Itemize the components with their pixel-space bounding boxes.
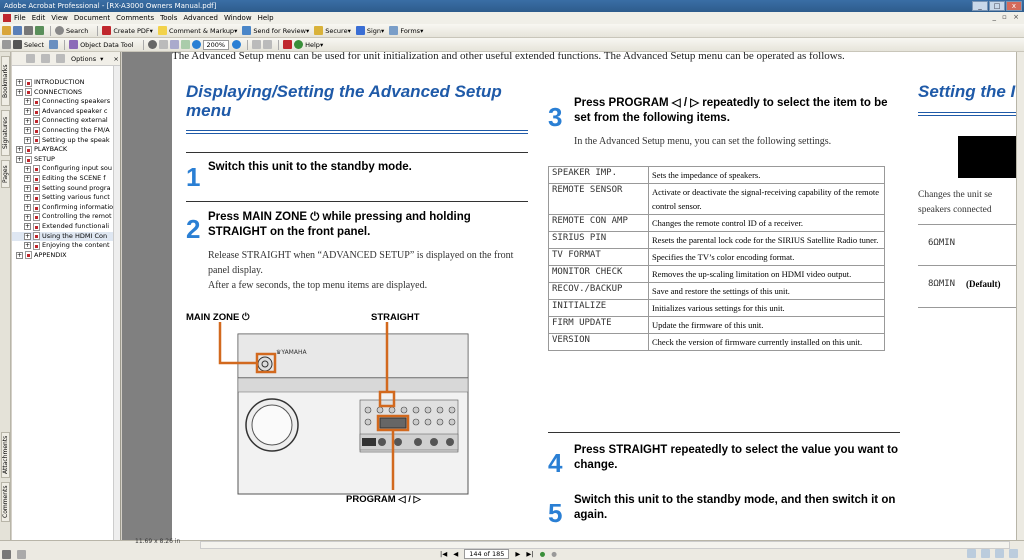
object-data-tool-button[interactable]: Object Data Tool bbox=[69, 40, 133, 49]
bookmark-label: Configuring input sou bbox=[42, 164, 113, 173]
right-row-1-key: 6ΩMIN bbox=[928, 238, 956, 248]
send-review-button[interactable]: Send for Review ▾ bbox=[242, 26, 309, 35]
bookmark-icon bbox=[33, 204, 40, 212]
toolbar-main bbox=[0, 24, 1024, 38]
bookmark-label: Controlling the remot bbox=[42, 212, 112, 221]
bookmark-item[interactable] bbox=[12, 241, 120, 251]
secure-button[interactable]: Secure ▾ bbox=[314, 26, 351, 35]
bookmark-label: Enjoying the content bbox=[42, 241, 110, 250]
bookmark-icon bbox=[25, 88, 32, 96]
next-view-icon[interactable]: ● bbox=[551, 550, 557, 558]
bookmark-item[interactable] bbox=[12, 136, 120, 146]
brand-logo: ♛YAMAHA bbox=[276, 349, 307, 356]
bookmark-icon bbox=[25, 146, 32, 154]
bookmark-label: Setting up the speak bbox=[42, 135, 110, 144]
bookmark-item[interactable] bbox=[12, 251, 120, 261]
bookmark-label: PLAYBACK bbox=[34, 145, 68, 154]
right-title-rule bbox=[918, 112, 1016, 116]
setting-key: SPEAKER IMP. bbox=[549, 167, 649, 184]
setting-key: REMOTE SENSOR bbox=[549, 184, 649, 215]
hand-status-icon[interactable] bbox=[2, 550, 11, 559]
document-view[interactable] bbox=[122, 52, 1016, 540]
expand-icon[interactable]: + bbox=[25, 232, 31, 240]
chevron-down-icon: ▾ bbox=[100, 54, 104, 63]
open-icon[interactable] bbox=[2, 26, 11, 35]
divider bbox=[186, 201, 528, 202]
bookmark-item[interactable] bbox=[12, 155, 120, 165]
bookmark-label: Setting sound progra bbox=[42, 183, 111, 192]
bookmark-item[interactable] bbox=[12, 164, 120, 174]
bookmark-item[interactable] bbox=[12, 193, 120, 203]
setting-key: VERSION bbox=[549, 334, 649, 351]
save-icon[interactable] bbox=[13, 26, 22, 35]
step-2-heading: Press MAIN ZONE ⏻ while pressing and holding STRAIGHT on the front panel. bbox=[208, 211, 471, 238]
step-4-heading: Press STRAIGHT repeatedly to select the value you want to change. bbox=[574, 444, 899, 471]
continuous-icon[interactable] bbox=[981, 549, 990, 558]
bookmark-icon bbox=[25, 251, 32, 259]
help-button[interactable]: Help ▾ bbox=[294, 40, 323, 49]
bookmark-label: CONNECTIONS bbox=[34, 87, 83, 96]
bookmark-tree bbox=[12, 66, 120, 260]
setting-description: Save and restore the settings of this unit. bbox=[649, 283, 885, 300]
bookmark-label: Advanced speaker c bbox=[42, 106, 108, 115]
menu-tools[interactable]: Tools bbox=[160, 14, 178, 22]
step-3-body: In the Advanced Setup menu, you can set the following settings. bbox=[574, 136, 832, 147]
bookmark-icon bbox=[33, 184, 40, 192]
setting-key: REMOTE CON AMP bbox=[549, 215, 649, 232]
bookmark-item[interactable] bbox=[12, 116, 120, 126]
bookmark-label: Confirming informatio bbox=[42, 202, 114, 211]
hand-tool-icon[interactable] bbox=[2, 40, 11, 49]
window-titlebar bbox=[0, 0, 1024, 12]
bookmark-icon bbox=[33, 136, 40, 144]
create-pdf-button[interactable]: Create PDF ▾ bbox=[102, 26, 153, 35]
bookmark-icon bbox=[25, 79, 32, 87]
options-menu[interactable]: Options bbox=[71, 54, 97, 63]
right-row-1 bbox=[918, 224, 1016, 266]
bookmark-label: Connecting speakers bbox=[42, 97, 111, 106]
bookmark-label: INTRODUCTION bbox=[34, 78, 85, 86]
bookmark-item[interactable] bbox=[12, 88, 120, 98]
display-image bbox=[958, 136, 1016, 178]
settings-row bbox=[549, 167, 885, 184]
close-panel-icon[interactable]: × bbox=[113, 54, 119, 63]
comment-markup-button[interactable]: Comment & Markup ▾ bbox=[158, 26, 237, 35]
close-button[interactable]: x bbox=[1006, 1, 1022, 11]
setting-description: Removes the up-scaling limitation on HDMI video output. bbox=[649, 266, 885, 283]
menu-comments[interactable]: Comments bbox=[116, 14, 155, 22]
bookmark-label: Setting various funct bbox=[42, 193, 110, 202]
expand-icon[interactable]: + bbox=[17, 251, 23, 259]
object-data-icon bbox=[69, 40, 78, 49]
document-horizontal-scrollbar[interactable] bbox=[200, 541, 1010, 549]
page-status-icon[interactable] bbox=[17, 550, 26, 559]
bookmark-label: Connecting external bbox=[42, 116, 108, 125]
setting-description: Changes the remote control ID of a receiver. bbox=[649, 215, 885, 232]
previous-view-icon[interactable]: ● bbox=[539, 550, 546, 558]
title-rule bbox=[186, 130, 528, 134]
next-page-icon[interactable]: ▶ bbox=[515, 550, 521, 558]
expand-icon[interactable]: + bbox=[25, 165, 31, 173]
setting-key: RECOV./BACKUP bbox=[549, 283, 649, 300]
navigation-tabs bbox=[0, 52, 11, 540]
new-bookmark-icon[interactable] bbox=[26, 54, 35, 63]
straight-label: STRAIGHT bbox=[371, 312, 420, 323]
expand-icon[interactable]: + bbox=[25, 108, 31, 116]
settings-row bbox=[549, 232, 885, 249]
bookmark-icon bbox=[33, 242, 40, 250]
expand-bookmark-icon[interactable] bbox=[41, 54, 50, 63]
menu-edit[interactable]: Edit bbox=[31, 14, 46, 22]
help-icon bbox=[294, 40, 303, 49]
document-window-controls[interactable]: _ ▫ × bbox=[992, 13, 1021, 21]
right-section-title: Setting the I bbox=[918, 82, 1016, 101]
fit-page-icon[interactable] bbox=[170, 40, 179, 49]
step-2-body-2: After a few seconds, the top menu items are displayed. bbox=[208, 280, 428, 291]
right-row-2-key: 8ΩMIN bbox=[928, 279, 956, 289]
bookmarks-toolbar bbox=[12, 52, 120, 66]
document-vertical-scrollbar[interactable] bbox=[1016, 52, 1024, 540]
divider bbox=[186, 152, 528, 153]
expand-icon[interactable]: + bbox=[25, 223, 31, 231]
bookmark-icon bbox=[33, 98, 40, 106]
expand-icon[interactable]: + bbox=[25, 204, 31, 212]
zoom-in-icon[interactable] bbox=[232, 40, 241, 49]
zoom-out-icon[interactable] bbox=[192, 40, 201, 49]
menu-window[interactable]: Window bbox=[223, 14, 252, 22]
acrobat-icon bbox=[3, 14, 11, 22]
right-row-2-desc: (Default) bbox=[966, 279, 1001, 289]
main-zone-label: MAIN ZONE ⏻ bbox=[186, 312, 250, 323]
expand-icon[interactable]: + bbox=[25, 136, 31, 144]
lock-icon bbox=[314, 26, 323, 35]
section-title: Displaying/Setting the Advanced Setup menu bbox=[186, 82, 502, 120]
right-body: Changes the unit se speakers connected bbox=[918, 190, 993, 215]
send-review-icon bbox=[242, 26, 251, 35]
bookmark-icon bbox=[33, 117, 40, 125]
setting-description: Activate or deactivate the signal-receiving capability of the remote control sensor. bbox=[649, 184, 885, 215]
setting-description: Initializes various settings for this unit. bbox=[649, 300, 885, 317]
bookmark-label: SETUP bbox=[34, 154, 55, 163]
yahoo-icon[interactable] bbox=[283, 40, 292, 49]
fit-width-icon[interactable] bbox=[181, 40, 190, 49]
setting-description: Resets the parental lock code for the SIRIUS Satellite Radio tuner. bbox=[649, 232, 885, 249]
settings-row bbox=[549, 215, 885, 232]
settings-row bbox=[549, 184, 885, 215]
receiver-front-panel-figure bbox=[212, 322, 472, 507]
bookmark-item[interactable] bbox=[12, 232, 120, 242]
tab-attachments[interactable]: Attachments bbox=[1, 432, 10, 478]
email-icon[interactable] bbox=[35, 26, 44, 35]
bookmarks-scrollbar[interactable] bbox=[113, 66, 120, 540]
zoom-level-field[interactable]: 200% bbox=[203, 40, 230, 50]
settings-table bbox=[548, 166, 885, 351]
tab-bookmarks[interactable]: Bookmarks bbox=[1, 56, 10, 106]
step-2-body-1: Release STRAIGHT when “ADVANCED SETUP” is displayed on the front panel display. bbox=[208, 250, 514, 276]
tab-comments[interactable]: Comments bbox=[1, 482, 10, 522]
options-icon bbox=[56, 54, 65, 63]
expand-icon[interactable]: + bbox=[25, 98, 31, 106]
minimize-button[interactable]: _ bbox=[972, 1, 988, 11]
pen-icon bbox=[356, 26, 365, 35]
page-layout-icon[interactable] bbox=[263, 40, 272, 49]
pdf-page bbox=[172, 52, 1016, 540]
expand-icon[interactable]: + bbox=[25, 117, 31, 125]
expand-icon[interactable]: + bbox=[17, 88, 23, 96]
forms-button[interactable]: Forms ▾ bbox=[389, 26, 423, 35]
divider bbox=[548, 432, 900, 433]
facing-icon[interactable] bbox=[995, 549, 1004, 558]
program-label: PROGRAM ◁ / ▷ bbox=[346, 494, 421, 505]
page-navigation bbox=[440, 549, 557, 559]
tab-pages[interactable]: Pages bbox=[1, 160, 10, 188]
expand-icon[interactable]: + bbox=[25, 242, 31, 250]
last-page-icon[interactable]: ▶| bbox=[526, 550, 534, 558]
setting-key: TV FORMAT bbox=[549, 249, 649, 266]
bookmark-item[interactable] bbox=[12, 222, 120, 232]
expand-icon[interactable]: + bbox=[25, 175, 31, 183]
step-4-number: 4 bbox=[548, 448, 563, 478]
bookmark-item[interactable] bbox=[12, 174, 120, 184]
bookmark-icon bbox=[25, 156, 32, 164]
bookmark-label: Extended functionali bbox=[42, 221, 110, 230]
search-button[interactable]: Search bbox=[55, 26, 88, 35]
menu-bar bbox=[0, 12, 1024, 24]
setting-key: MONITOR CHECK bbox=[549, 266, 649, 283]
menu-file[interactable]: File bbox=[14, 14, 26, 22]
bookmark-icon bbox=[33, 165, 40, 173]
bookmark-icon bbox=[33, 232, 40, 240]
expand-icon[interactable]: + bbox=[17, 156, 23, 164]
expand-icon[interactable]: + bbox=[25, 184, 31, 192]
bookmark-label: Editing the SCENE f bbox=[42, 173, 106, 182]
setting-key: INITIALIZE bbox=[549, 300, 649, 317]
setting-key: SIRIUS PIN bbox=[549, 232, 649, 249]
maximize-button[interactable]: □ bbox=[989, 1, 1005, 11]
setting-description: Sets the impedance of speakers. bbox=[649, 167, 885, 184]
expand-icon[interactable]: + bbox=[25, 127, 31, 135]
settings-row bbox=[549, 283, 885, 300]
settings-row bbox=[549, 334, 885, 351]
expand-icon[interactable]: + bbox=[17, 79, 23, 87]
step-2-number: 2 bbox=[186, 214, 201, 244]
sign-button[interactable]: Sign ▾ bbox=[356, 26, 384, 35]
step-5-number: 5 bbox=[548, 498, 563, 528]
previous-page-icon[interactable]: ◀ bbox=[453, 550, 459, 558]
forms-icon bbox=[389, 26, 398, 35]
setting-description: Update the firmware of this unit. bbox=[649, 317, 885, 334]
bookmark-icon bbox=[33, 194, 40, 202]
bookmark-icon bbox=[33, 213, 40, 221]
bookmark-item[interactable] bbox=[12, 212, 120, 222]
settings-row bbox=[549, 249, 885, 266]
print-icon[interactable] bbox=[24, 26, 33, 35]
menu-help[interactable]: Help bbox=[257, 14, 274, 22]
menu-view[interactable]: View bbox=[51, 14, 68, 22]
toolbar-tools bbox=[0, 38, 1024, 52]
status-bar bbox=[0, 540, 1024, 560]
expand-icon[interactable]: + bbox=[25, 213, 31, 221]
expand-icon[interactable]: + bbox=[25, 194, 31, 202]
step-1-number: 1 bbox=[186, 162, 201, 192]
bookmark-item[interactable] bbox=[12, 107, 120, 117]
step-3-heading: Press PROGRAM ◁ / ▷ repeatedly to select the item to be set from the following items. bbox=[574, 97, 888, 124]
cursor-icon bbox=[13, 40, 22, 49]
bookmark-icon bbox=[33, 108, 40, 116]
settings-row bbox=[549, 266, 885, 283]
bookmark-item[interactable] bbox=[12, 126, 120, 136]
intro-line: The Advanced Setup menu can be used for unit initialization and other useful extended functions. The Advanced Setup menu can be operated as follows. bbox=[172, 52, 845, 62]
step-3-number: 3 bbox=[548, 102, 563, 132]
step-1-heading: Switch this unit to the standby mode. bbox=[208, 161, 412, 173]
rotate-icon[interactable] bbox=[252, 40, 261, 49]
snapshot-icon[interactable] bbox=[49, 40, 58, 49]
bookmarks-panel bbox=[12, 52, 121, 540]
window-title: Adobe Acrobat Professional - [RX-A3000 Owners Manual.pdf] bbox=[4, 2, 217, 10]
bookmark-item[interactable] bbox=[12, 97, 120, 107]
settings-row bbox=[549, 300, 885, 317]
bookmark-icon bbox=[33, 223, 40, 231]
setting-key: FIRM UPDATE bbox=[549, 317, 649, 334]
continuous-facing-icon[interactable] bbox=[1009, 549, 1018, 558]
step-5-heading: Switch this unit to the standby mode, and then switch it on again. bbox=[574, 494, 896, 521]
menu-document[interactable]: Document bbox=[73, 14, 111, 22]
single-page-icon[interactable] bbox=[967, 549, 976, 558]
select-tool-button[interactable]: Select bbox=[13, 40, 44, 49]
page-size: 11.69 x 8.26 in bbox=[135, 538, 181, 545]
actual-size-icon[interactable] bbox=[159, 40, 168, 49]
bookmark-item[interactable] bbox=[12, 203, 120, 213]
tab-signatures[interactable]: Signatures bbox=[1, 110, 10, 156]
comment-icon bbox=[158, 26, 167, 35]
bookmark-item[interactable] bbox=[12, 184, 120, 194]
bookmark-icon bbox=[33, 127, 40, 135]
search-icon bbox=[55, 26, 64, 35]
bookmark-icon bbox=[33, 175, 40, 183]
zoom-tool-icon[interactable] bbox=[148, 40, 157, 49]
right-row-2 bbox=[918, 266, 1016, 308]
bookmark-item[interactable] bbox=[12, 78, 120, 88]
setting-description: Check the version of firmware currently installed on this unit. bbox=[649, 334, 885, 351]
settings-row bbox=[549, 317, 885, 334]
bookmark-label: Connecting the FM/A bbox=[42, 125, 110, 134]
bookmark-label: APPENDIX bbox=[34, 250, 67, 259]
bookmark-label: Using the HDMI Con bbox=[42, 231, 108, 240]
page-number-field[interactable]: 144 of 185 bbox=[464, 549, 509, 559]
create-pdf-icon bbox=[102, 26, 111, 35]
setting-description: Specifies the TV’s color encoding format. bbox=[649, 249, 885, 266]
first-page-icon[interactable]: |◀ bbox=[440, 550, 448, 558]
menu-advanced[interactable]: Advanced bbox=[183, 14, 218, 22]
expand-icon[interactable]: + bbox=[17, 146, 23, 154]
bookmark-item[interactable] bbox=[12, 145, 120, 155]
